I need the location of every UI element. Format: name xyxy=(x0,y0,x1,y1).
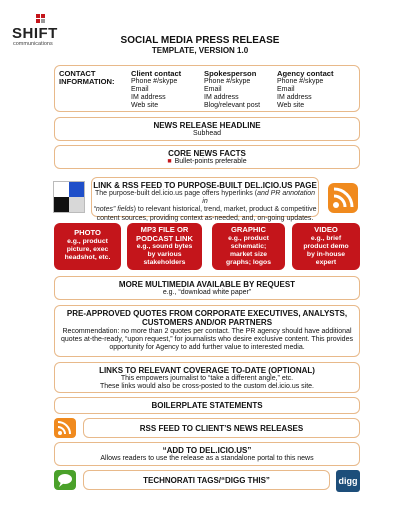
logo-text: SHIFT xyxy=(12,25,58,42)
coverage-body-2: These links would also be cross-posted to the custom del.icio.us site. xyxy=(100,383,314,391)
boilerplate-section xyxy=(54,397,360,414)
headline-section xyxy=(54,117,360,141)
coverage-body-1: This empowers journalist to “take a different angle,” etc. xyxy=(120,375,294,382)
boilerplate-title: BOILERPLATE STATEMENTS xyxy=(151,401,263,410)
page-subtitle: TEMPLATE, VERSION 1.0 xyxy=(151,46,249,55)
add-delicious-title: “ADD TO DEL.ICIO.US” xyxy=(162,446,252,455)
rss-icon xyxy=(328,183,358,213)
quotes-title-1: PRE-APPROVED QUOTES FROM CORPORATE EXECUTIVES, ANALYSTS, xyxy=(66,309,348,318)
add-delicious-section xyxy=(54,442,360,466)
spokesperson-column: Spokesperson Phone #/skype Email IM address Blog/relevant post xyxy=(204,69,261,109)
link-feed-text-2: “notes” fields) to relevant historical, trend, market, product & competitive xyxy=(93,206,317,214)
core-facts-bullet: ■ Bullet-points preferable xyxy=(167,158,247,165)
quotes-body-3: opportunity for Agency to add further value to interested media. xyxy=(109,344,305,352)
more-multimedia-example: e.g., “download white paper” xyxy=(162,289,252,296)
rss-feed-title: RSS FEED TO CLIENT’S NEWS RELEASES xyxy=(139,424,304,433)
headline-title: NEWS RELEASE HEADLINE xyxy=(153,121,261,130)
quotes-section xyxy=(54,305,360,357)
coverage-section xyxy=(54,362,360,393)
client-contact-column: Client contact Phone #/skype Email IM address Web site xyxy=(131,69,182,109)
quotes-title-2: CUSTOMERS AND/OR PARTNERS xyxy=(141,318,273,327)
technorati-icon xyxy=(54,470,76,490)
more-multimedia-section xyxy=(54,276,360,300)
technorati-tags-section xyxy=(83,470,330,490)
video-box: VIDEO e.g., brief product demo by in-house expert xyxy=(292,223,360,270)
more-multimedia-title: MORE MULTIMEDIA AVAILABLE BY REQUEST xyxy=(118,280,296,289)
digg-icon: digg xyxy=(336,470,360,492)
link-feed-text-1: The purpose-built del.icio.us page offers hyperlinks (and PR annotation in xyxy=(94,190,316,206)
logo-mark-icon xyxy=(36,14,46,24)
core-facts-section xyxy=(54,145,360,169)
mp3-podcast-box: MP3 FILE OR PODCAST LINK e.g., sound bytes by various stakeholders xyxy=(127,223,202,270)
technorati-tags-title: TECHNORATI TAGS/“DIGG THIS” xyxy=(143,476,270,485)
rss-feed-icon xyxy=(54,418,76,438)
delicious-icon xyxy=(53,181,85,213)
photo-box: PHOTO e.g., product picture, exec headshot, etc. xyxy=(54,223,121,270)
logo-subtext: communications xyxy=(13,41,53,47)
link-feed-section xyxy=(91,177,319,222)
quotes-body-1: Recommendation: no more than 2 quotes per contact. The PR agency should have additional xyxy=(62,328,352,335)
headline-subhead: Subhead xyxy=(192,130,222,137)
coverage-title: LINKS TO RELEVANT COVERAGE TO-DATE (OPTIONAL) xyxy=(99,366,315,375)
quotes-body-2: quotes at-the-ready, “upon request,” for journalists who desire exclusive content. This provides xyxy=(61,336,353,344)
rss-feed-section xyxy=(83,418,360,438)
link-feed-text-3: content sources, providing context as-needed, and, on-going updates. xyxy=(96,214,314,222)
add-delicious-body: Allows readers to use the release as a standalone portal to this news xyxy=(100,455,314,462)
link-feed-title: LINK & RSS FEED TO PURPOSE-BUILT DEL.ICIO.US PAGE xyxy=(93,181,317,190)
contact-label-1: CONTACT xyxy=(59,69,96,78)
page-title: SOCIAL MEDIA PRESS RELEASE xyxy=(120,35,280,46)
agency-contact-column: Agency contact Phone #/skype Email IM address Web site xyxy=(277,69,334,109)
graphic-box: GRAPHIC e.g., product schematic; market size graphs; logos xyxy=(212,223,285,270)
contact-label-2: INFORMATION: xyxy=(59,77,115,86)
contact-section xyxy=(54,65,360,112)
core-facts-title: CORE NEWS FACTS xyxy=(168,149,246,158)
